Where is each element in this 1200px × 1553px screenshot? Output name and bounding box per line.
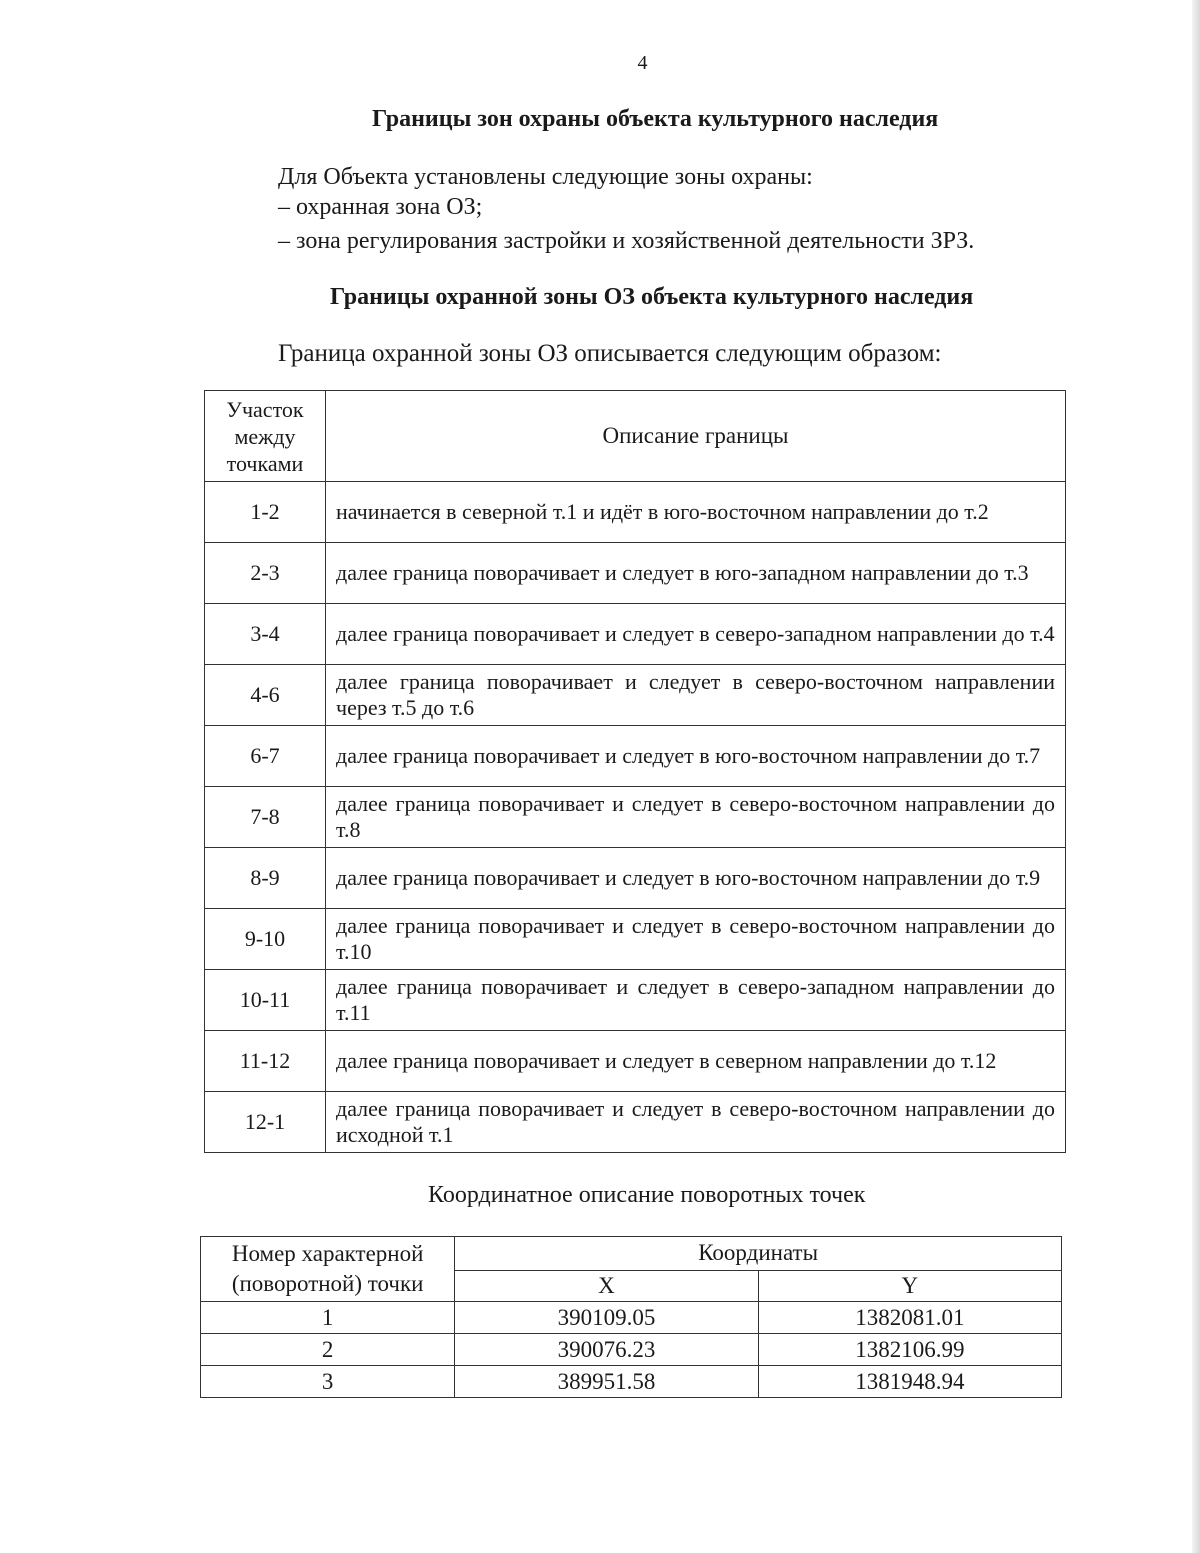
y-cell: 1382081.01: [758, 1302, 1061, 1334]
table-row: [205, 787, 1066, 848]
header-y: Y: [758, 1270, 1061, 1301]
description-cell: начинается в северной т.1 и идёт в юго-восточном направлении до т.2: [326, 482, 1066, 543]
heading-oz-zone: Границы охранной зоны ОЗ объекта культурного наследия: [330, 284, 974, 310]
coordinates-table: [200, 1236, 1062, 1398]
table-row: [201, 1366, 1062, 1398]
segment-cell: 10-11: [205, 970, 326, 1031]
description-cell: далее граница поворачивает и следует в северо-восточном направлении до исходной т.1: [326, 1092, 1066, 1153]
table-row: [205, 1092, 1066, 1153]
point-cell: 3: [201, 1366, 455, 1398]
page-number: 4: [637, 52, 648, 74]
x-cell: 390109.05: [455, 1302, 758, 1334]
y-cell: 1381948.94: [758, 1366, 1061, 1398]
table-row: [205, 1031, 1066, 1092]
header-segment-line: точками: [226, 450, 304, 476]
header-description: Описание границы: [326, 391, 1066, 482]
x-cell: 389951.58: [455, 1366, 758, 1398]
y-cell: 1382106.99: [758, 1334, 1061, 1366]
table-row: [205, 909, 1066, 970]
segment-cell: 3-4: [205, 604, 326, 665]
header-segment-line: Участок: [226, 396, 304, 422]
header-point-line: (поворотной) точки: [231, 1271, 424, 1296]
description-cell: далее граница поворачивает и следует в северо-восточном направлении до т.10: [326, 909, 1066, 970]
segment-cell: 8-9: [205, 848, 326, 909]
header-x: X: [455, 1270, 758, 1301]
table-row: [201, 1334, 1062, 1366]
table-row: [205, 970, 1066, 1031]
segment-cell: 1-2: [205, 482, 326, 543]
table-row: [205, 543, 1066, 604]
boundary-table-header: [205, 391, 1066, 482]
table-row: [201, 1302, 1062, 1334]
description-cell: далее граница поворачивает и следует в юго-западном направлении до т.3: [326, 543, 1066, 604]
boundary-table: [204, 390, 1066, 1153]
description-cell: далее граница поворачивает и следует в северо-западном направлении до т.4: [326, 604, 1066, 665]
intro-line-1: Для Объекта установлены следующие зоны охраны:: [278, 164, 813, 190]
segment-cell: 6-7: [205, 726, 326, 787]
table-row: [205, 604, 1066, 665]
table-row: [205, 482, 1066, 543]
header-segment: [205, 391, 326, 482]
table-row: [205, 726, 1066, 787]
description-cell: далее граница поворачивает и следует в юго-восточном направлении до т.9: [326, 848, 1066, 909]
coord-caption: Координатное описание поворотных точек: [428, 1182, 866, 1208]
header-point: [201, 1237, 455, 1302]
segment-cell: 11-12: [205, 1031, 326, 1092]
description-cell: далее граница поворачивает и следует в северо-западном направлении до т.11: [326, 970, 1066, 1031]
description-cell: далее граница поворачивает и следует в юго-восточном направлении до т.7: [326, 726, 1066, 787]
description-cell: далее граница поворачивает и следует в северо-восточном направлении до т.8: [326, 787, 1066, 848]
header-point-line: Номер характерной: [231, 1241, 424, 1266]
table-row: [205, 665, 1066, 726]
point-cell: 2: [201, 1334, 455, 1366]
segment-cell: 9-10: [205, 909, 326, 970]
header-segment-line: между: [234, 423, 296, 449]
intro-line-2: – охранная зона ОЗ;: [278, 194, 483, 220]
segment-cell: 7-8: [205, 787, 326, 848]
segment-cell: 2-3: [205, 543, 326, 604]
segment-cell: 12-1: [205, 1092, 326, 1153]
description-cell: далее граница поворачивает и следует в северном направлении до т.12: [326, 1031, 1066, 1092]
oz-intro: Граница охранной зоны ОЗ описывается следующим образом:: [278, 340, 942, 367]
coord-header-row: [201, 1237, 1062, 1271]
intro-line-3: – зона регулирования застройки и хозяйственной деятельности ЗРЗ.: [278, 228, 975, 254]
heading-protection-zones: Границы зон охраны объекта культурного наследия: [372, 106, 939, 132]
page-edge: [1192, 0, 1200, 1553]
description-cell: далее граница поворачивает и следует в северо-восточном направлении через т.5 до т.6: [326, 665, 1066, 726]
segment-cell: 4-6: [205, 665, 326, 726]
table-row: [205, 848, 1066, 909]
point-cell: 1: [201, 1302, 455, 1334]
x-cell: 390076.23: [455, 1334, 758, 1366]
header-coordinates: Координаты: [455, 1237, 1062, 1271]
